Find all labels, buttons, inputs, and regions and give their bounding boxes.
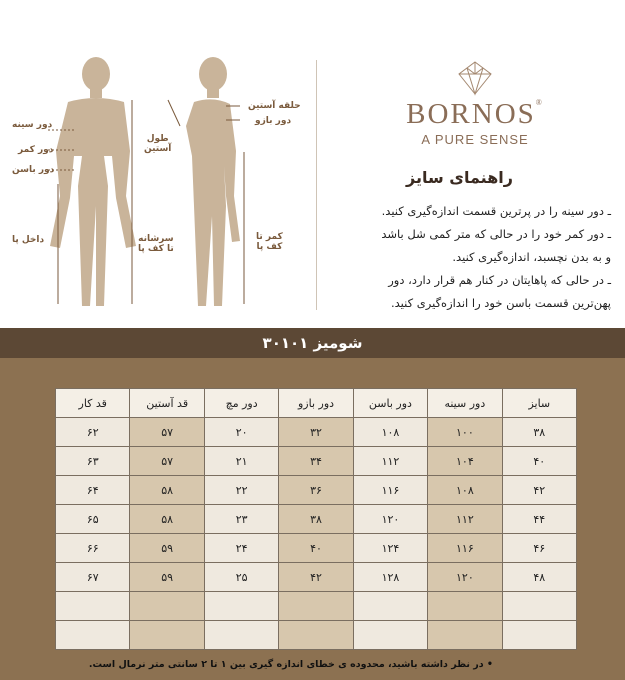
table-cell: ۲۴ <box>204 534 278 563</box>
table-row <box>56 592 577 621</box>
table-cell: ۶۶ <box>56 534 130 563</box>
table-cell: ۶۲ <box>56 418 130 447</box>
product-title-bar <box>0 328 625 358</box>
table-cell: ۵۷ <box>130 418 204 447</box>
header-hip: دور باسن <box>353 389 427 418</box>
table-cell: ۱۱۶ <box>428 534 502 563</box>
size-table-body <box>56 418 577 650</box>
table-cell: ۴۸ <box>502 563 576 592</box>
label-arm: دور بازو <box>255 116 292 126</box>
brand-logo <box>395 60 555 150</box>
table-cell: ۳۴ <box>279 447 353 476</box>
table-row <box>56 563 577 592</box>
header-chest: دور سینه <box>428 389 502 418</box>
table-cell: ۴۰ <box>502 447 576 476</box>
table-cell <box>353 621 427 650</box>
table-cell: ۴۴ <box>502 505 576 534</box>
table-cell: ۵۹ <box>130 534 204 563</box>
table-cell: ۱۱۶ <box>353 476 427 505</box>
table-cell <box>279 592 353 621</box>
label-height: سرشانه تا کف پا <box>138 234 174 254</box>
table-cell: ۱۲۸ <box>353 563 427 592</box>
guide-line: ـ دور کمر خود را در حالی که متر کمی شل باشد <box>381 227 611 241</box>
header-length: قد کار <box>56 389 130 418</box>
brand-tagline: A PURE SENSE <box>421 132 529 147</box>
label-hip: دور باسن <box>12 165 55 175</box>
header-size: سایز <box>502 389 576 418</box>
table-cell: ۶۷ <box>56 563 130 592</box>
table-cell: ۱۲۴ <box>353 534 427 563</box>
guide-line: پهن‌ترین قسمت باسن خود را اندازه‌گیری کنید. <box>390 296 611 310</box>
table-row <box>56 621 577 650</box>
label-waist-to-floor: کمر تا کف پا <box>256 232 283 252</box>
table-cell: ۱۰۸ <box>353 418 427 447</box>
table-row <box>56 534 577 563</box>
size-table <box>55 388 577 650</box>
guide-line: و به بدن نچسبد، اندازه‌گیری کنید. <box>452 250 611 264</box>
table-cell: ۱۲۰ <box>428 563 502 592</box>
table-cell: ۳۶ <box>279 476 353 505</box>
table-cell: ۲۱ <box>204 447 278 476</box>
table-cell: ۱۰۸ <box>428 476 502 505</box>
table-cell: ۴۲ <box>279 563 353 592</box>
brand-name: BORNOS® <box>406 98 544 130</box>
table-cell: ۲۵ <box>204 563 278 592</box>
table-cell <box>56 592 130 621</box>
table-cell: ۲۰ <box>204 418 278 447</box>
table-cell: ۲۳ <box>204 505 278 534</box>
table-cell: ۵۸ <box>130 505 204 534</box>
table-cell <box>502 621 576 650</box>
table-cell <box>353 592 427 621</box>
table-row <box>56 505 577 534</box>
table-cell <box>130 592 204 621</box>
table-cell: ۶۳ <box>56 447 130 476</box>
table-cell: ۴۲ <box>502 476 576 505</box>
label-inseam: داخل پا <box>12 235 45 245</box>
label-sleeve-length: طول آستین <box>144 134 172 154</box>
table-row <box>56 418 577 447</box>
table-cell <box>130 621 204 650</box>
table-cell: ۳۸ <box>502 418 576 447</box>
front-figure <box>50 57 136 306</box>
table-header-row <box>56 389 577 418</box>
table-row <box>56 476 577 505</box>
table-cell: ۵۸ <box>130 476 204 505</box>
table-cell <box>204 621 278 650</box>
table-cell: ۶۴ <box>56 476 130 505</box>
diamond-logo-icon <box>455 60 495 96</box>
table-cell: ۱۱۲ <box>353 447 427 476</box>
table-cell: ۱۰۴ <box>428 447 502 476</box>
table-cell: ۶۵ <box>56 505 130 534</box>
header-area <box>0 0 625 328</box>
header-sleeve-length: قد آستین <box>130 389 204 418</box>
size-guide-text <box>321 200 611 315</box>
guide-line: ـ در حالی که پاهایتان در کنار هم قرار دارد، دور <box>388 273 611 287</box>
table-cell <box>428 621 502 650</box>
table-cell: ۴۶ <box>502 534 576 563</box>
label-waist: دور کمر <box>18 145 54 155</box>
product-title: شومیز ۳۰۱۰۱ <box>262 334 363 352</box>
table-cell: ۴۰ <box>279 534 353 563</box>
measurement-note: • در نظر داشته باشید، محدوده ی خطای اندازه گیری بین ۱ تا ۲ سانتی متر نرمال است. <box>88 659 493 670</box>
table-cell: ۱۰۰ <box>428 418 502 447</box>
header-arm: دور بازو <box>279 389 353 418</box>
table-cell: ۱۲۰ <box>353 505 427 534</box>
table-cell <box>279 621 353 650</box>
table-cell: ۱۱۲ <box>428 505 502 534</box>
side-figure <box>186 57 240 306</box>
table-cell: ۵۷ <box>130 447 204 476</box>
table-cell: ۳۲ <box>279 418 353 447</box>
header-wrist: دور مچ <box>204 389 278 418</box>
table-cell <box>428 592 502 621</box>
table-cell <box>502 592 576 621</box>
table-row <box>56 447 577 476</box>
vertical-divider <box>316 60 317 310</box>
table-cell: ۵۹ <box>130 563 204 592</box>
table-cell: ۳۸ <box>279 505 353 534</box>
size-guide-title: راهنمای سایز <box>406 168 513 187</box>
table-cell <box>56 621 130 650</box>
body-figures-illustration <box>8 56 308 316</box>
label-chest: دور سینه <box>12 120 53 130</box>
table-cell: ۲۲ <box>204 476 278 505</box>
table-cell <box>204 592 278 621</box>
label-armhole: حلقه آستین <box>248 101 301 111</box>
guide-line: ـ دور سینه را در پرترین قسمت اندازه‌گیری کنید. <box>381 204 611 218</box>
